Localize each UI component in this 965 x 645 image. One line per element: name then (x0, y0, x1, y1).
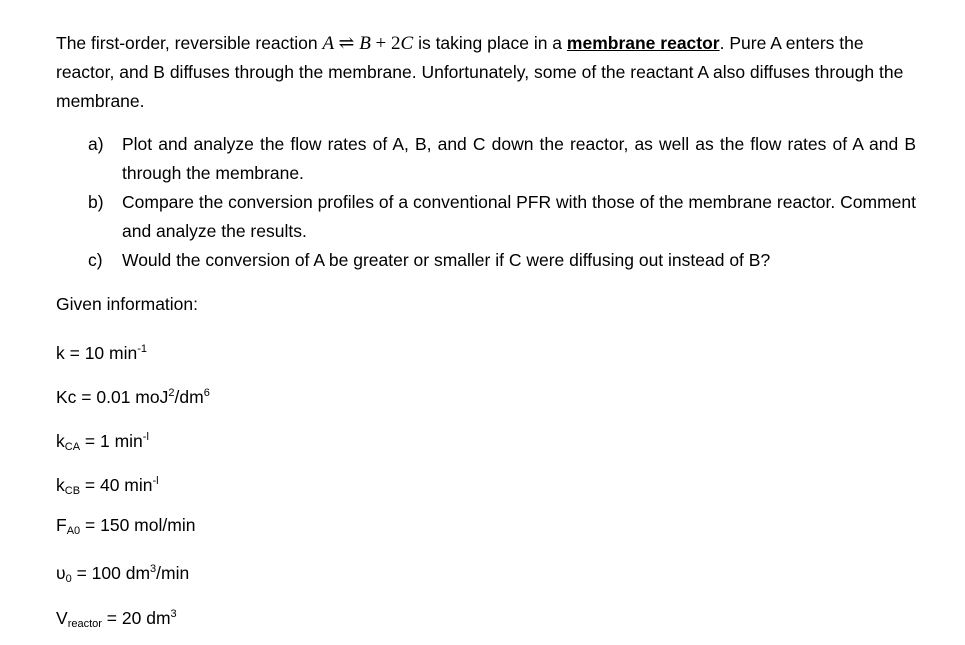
question-label: c) (88, 250, 103, 270)
question-label: a) (88, 134, 104, 154)
param-vreactor: $V_{reactor} = 20$ $dm^3$ (56, 608, 177, 630)
question-list (88, 130, 916, 275)
intro-text-1: The first-order, reversible reaction (56, 33, 323, 53)
given-heading: Given information: (56, 294, 199, 314)
intro-text-2: is taking place in a (413, 33, 567, 53)
question-text: Compare the conversion profiles of a conventional PFR with those of the membrane reactor. Comment and analyze the results. (122, 192, 916, 241)
param-k: k = 10 $\min^{-1}$ (56, 343, 148, 363)
membrane-reactor-emphasis: membrane reactor (566, 33, 720, 53)
param-kc: Kc = 0.01 $moJ^2/dm^6$ (56, 387, 210, 407)
question-text: Would the conversion of A be greater or smaller if C were diffusing out instead of B? (122, 250, 771, 270)
question-b (88, 188, 916, 246)
reaction-equation: A ⇌ B + 2C (322, 33, 414, 54)
question-text: Plot and analyze the flow rates of A, B, and C down the reactor, as well as the flow rates of A and B through the membrane. (122, 134, 916, 183)
intro-text-3: . Pure A enters the reactor, and B diffuses through the membrane. Unfortunately, some of the reactant A also diffuses through the membrane. (56, 33, 904, 111)
param-fa0: $F_{A0} = 150$ mol/min (56, 515, 196, 537)
param-kca: $k_{CA} = 1$ $\min^{-l}$ (56, 431, 149, 453)
question-a (88, 130, 916, 188)
problem-statement (56, 29, 916, 116)
param-kcb: $k_{CB} = 40$ $\min^{-l}$ (56, 475, 159, 497)
question-label: b) (88, 192, 104, 212)
question-c (88, 246, 916, 275)
param-v0: $\upsilon_0 = 100$ $dm^3/\min$ (56, 563, 190, 585)
